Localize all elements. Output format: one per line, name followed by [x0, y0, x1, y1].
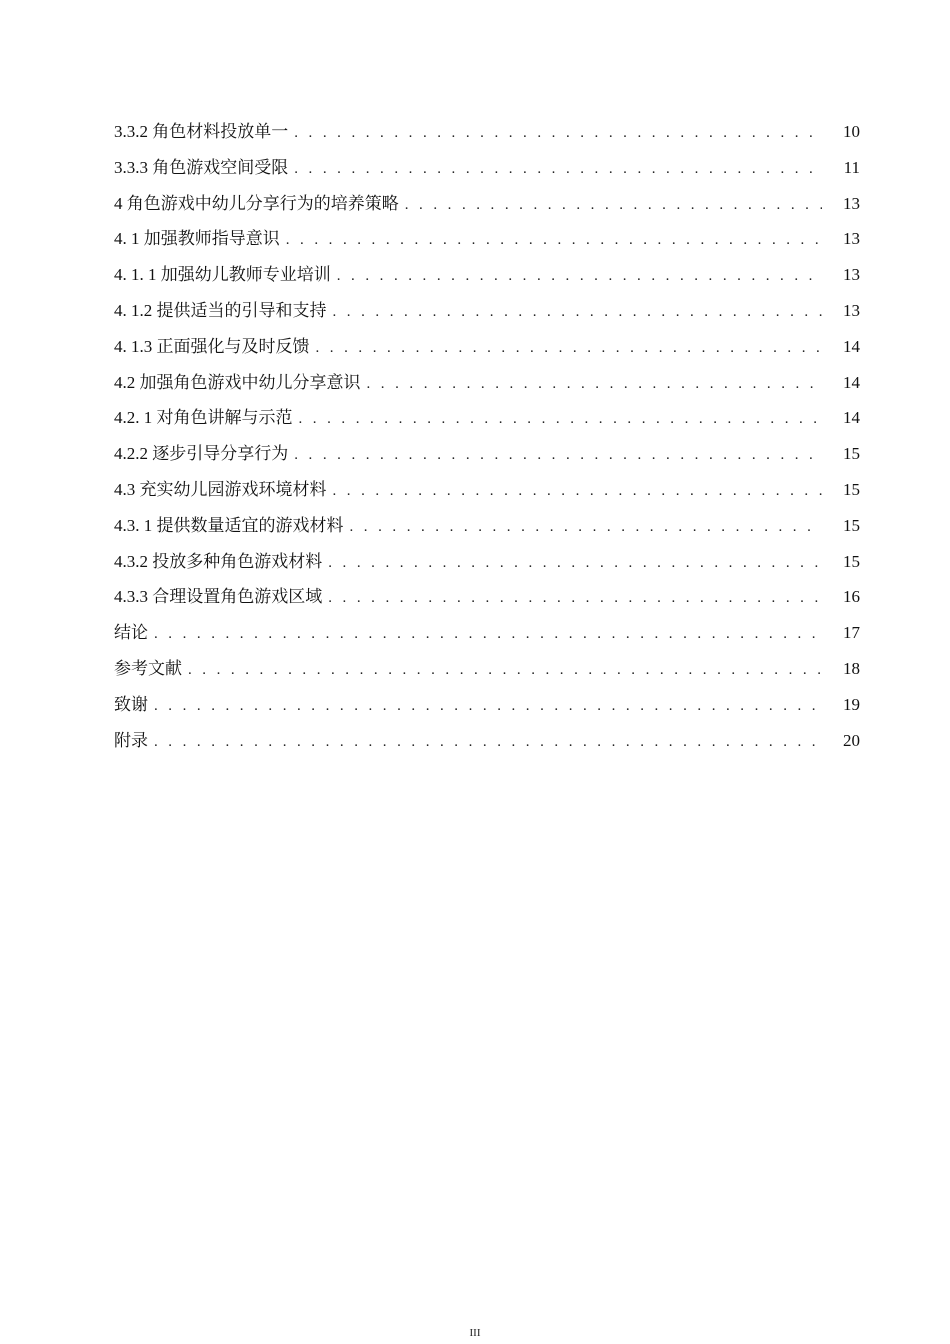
toc-entry[interactable]	[114, 472, 860, 508]
toc-entry[interactable]	[114, 293, 860, 329]
toc-entry-page-number: 10	[843, 122, 860, 141]
toc-dot-leader	[333, 474, 823, 510]
toc-entry-page-number: 11	[843, 157, 860, 177]
toc-dot-leader	[188, 653, 822, 689]
toc-dot-leader	[405, 188, 822, 224]
toc-entry[interactable]	[114, 436, 860, 472]
toc-entry-page-number: 18	[843, 658, 860, 678]
toc-entry-title: 4. 1.2 提供适当的引导和支持	[114, 293, 333, 329]
toc-entry-title: 4.3. 1 提供数量适宜的游戏材料	[114, 508, 350, 544]
toc-dot-leader	[328, 581, 822, 617]
toc-entry[interactable]	[114, 150, 860, 186]
toc-dot-leader	[154, 617, 822, 653]
toc-entry[interactable]	[114, 221, 860, 257]
page-number: III	[469, 1327, 481, 1339]
toc-entry-page-number: 16	[843, 587, 860, 607]
toc-entry-title: 3.3.3 角色游戏空间受限	[114, 150, 294, 186]
toc-entry-page-number: 15	[843, 479, 860, 499]
toc-dot-leader	[333, 295, 823, 331]
toc-entry-title: 4.3.2 投放多种角色游戏材料	[114, 544, 328, 580]
toc-entry-title: 结论	[114, 615, 154, 651]
toc-entry-page-number: 15	[843, 444, 860, 464]
toc-dot-leader	[294, 438, 822, 474]
toc-entry-title: 附录	[114, 723, 154, 759]
toc-entry[interactable]	[114, 508, 860, 544]
toc-dot-leader	[367, 367, 823, 403]
toc-entry-page-number: 14	[843, 336, 860, 356]
toc-entry-title: 4.2.2 逐步引导分享行为	[114, 436, 294, 472]
toc-entry[interactable]	[114, 687, 860, 723]
toc-entry[interactable]	[114, 723, 860, 759]
toc-entry-title: 致谢	[114, 687, 154, 723]
toc-dot-leader	[294, 152, 822, 188]
toc-entry-title: 4 角色游戏中幼儿分享行为的培养策略	[114, 186, 405, 222]
toc-entry-title: 4. 1 加强教师指导意识	[114, 221, 286, 257]
toc-entry[interactable]	[114, 186, 860, 222]
toc-entry[interactable]	[114, 400, 860, 436]
toc-entry[interactable]	[114, 329, 860, 365]
toc-entry-page-number: 17	[843, 623, 860, 643]
toc-entry-title: 4.2. 1 对角色讲解与示范	[114, 400, 299, 436]
toc-entry-title: 4.2 加强角色游戏中幼儿分享意识	[114, 365, 367, 401]
toc-entry-title: 参考文献	[114, 651, 188, 687]
toc-dot-leader	[299, 402, 823, 438]
toc-entry[interactable]	[114, 365, 860, 401]
toc-entry[interactable]	[114, 579, 860, 615]
toc-entry-page-number: 14	[843, 372, 860, 392]
toc-entry-page-number: 15	[843, 515, 860, 535]
toc-entry-page-number: 13	[843, 265, 860, 285]
toc-entry-page-number: 15	[843, 551, 860, 571]
toc-entry[interactable]	[114, 615, 860, 651]
toc-dot-leader	[294, 116, 822, 152]
toc-dot-leader	[350, 510, 823, 546]
toc-entry-title: 4. 1.3 正面强化与及时反馈	[114, 329, 316, 365]
toc-entry[interactable]	[114, 651, 860, 687]
toc-dot-leader	[337, 259, 822, 295]
toc-dot-leader	[316, 331, 823, 367]
toc-dot-leader	[154, 725, 822, 761]
table-of-contents	[114, 114, 860, 758]
toc-entry-page-number: 14	[843, 408, 860, 428]
toc-entry[interactable]	[114, 257, 860, 293]
toc-entry[interactable]	[114, 544, 860, 580]
toc-entry-page-number: 13	[843, 193, 860, 213]
toc-entry-title: 4.3.3 合理设置角色游戏区域	[114, 579, 328, 615]
toc-entry-page-number: 20	[843, 730, 860, 750]
toc-entry-page-number: 13	[843, 300, 860, 320]
toc-entry-title: 3.3.2 角色材料投放单一	[114, 114, 294, 150]
toc-dot-leader	[328, 546, 822, 582]
toc-dot-leader	[154, 689, 822, 725]
toc-entry-page-number: 19	[843, 694, 860, 714]
toc-entry-title: 4.3 充实幼儿园游戏环境材料	[114, 472, 333, 508]
toc-dot-leader	[286, 223, 822, 259]
toc-entry[interactable]	[114, 114, 860, 150]
toc-entry-title: 4. 1. 1 加强幼儿教师专业培训	[114, 257, 337, 293]
toc-entry-page-number: 13	[843, 229, 860, 249]
